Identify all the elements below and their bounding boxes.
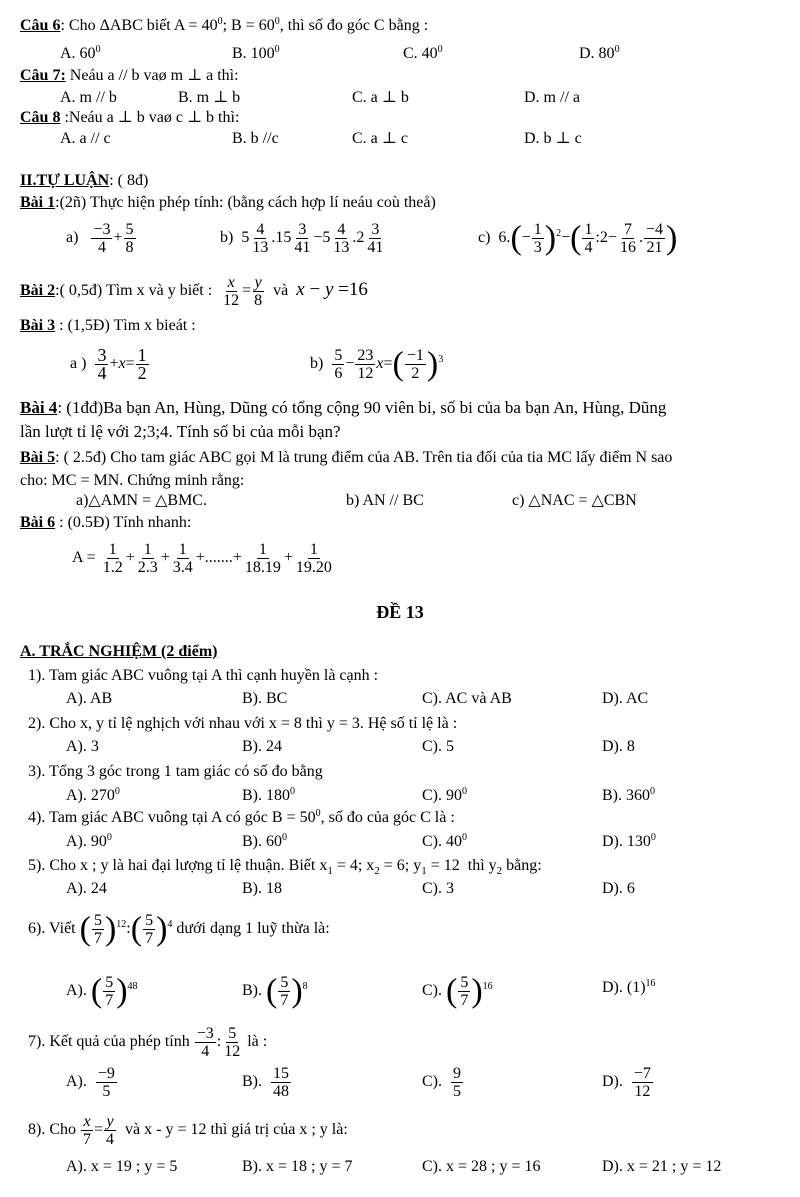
mc4-opt-b: B). $60^0$ bbox=[242, 832, 287, 850]
q8-label: Câu 8 bbox=[20, 109, 61, 126]
q6-text: : Cho ΔABC biết A = 40 bbox=[60, 17, 218, 34]
mc4-opt-d: D). $130^0$ bbox=[602, 832, 656, 850]
bai5-c: c) △NAC = △CBN bbox=[512, 492, 637, 509]
mc8-opt-c: C). x = 28 ; y = 16 bbox=[422, 1158, 541, 1175]
mc2-opt-d: D). 8 bbox=[602, 738, 635, 755]
mc7-opt-d: D). $\frac{-7}{12}$ bbox=[602, 1064, 651, 1100]
bai5-line1: Bài 5: ( 2.5đ) Cho tam giác ABC gọi M là trung điểm của AB. Trên tia đối của tia MC lấy điểm N sao bbox=[20, 449, 673, 466]
q7-opt-a: A. m // b bbox=[60, 89, 117, 106]
q7-label: Câu 7: bbox=[20, 67, 66, 84]
bai2: Bài 2:( 0,5đ) Tìm x và y biết : $\frac{x}{12}$ = $\frac{y}{8}$ và x − y =16 bbox=[20, 273, 368, 309]
mc7-question: 7). Kết quả của phép tính $\frac{-3}{4}$ : $\frac{5}{12}$ là : bbox=[28, 1024, 268, 1060]
mc4-opt-c: C). $40^0$ bbox=[422, 832, 467, 850]
q6-opt-b: B. $100^0$ bbox=[232, 44, 280, 62]
section-essay-title: II.TỰ LUẬN: ( 8đ) bbox=[20, 172, 149, 189]
q6-text2: ; B = 60 bbox=[222, 17, 275, 34]
mc1-opt-d: D). AC bbox=[602, 690, 649, 707]
mc8-opt-a: A). x = 19 ; y = 5 bbox=[66, 1158, 178, 1175]
mc5-opt-a: A). 24 bbox=[66, 880, 107, 897]
q6-opt-d: D. $80^0$ bbox=[579, 44, 620, 62]
mc6-opt-c: C). ( $\frac{5}{7}$ )$^{16}$ bbox=[422, 972, 493, 1010]
mc8-question: 8). Cho $\frac{x}{7}$ = $\frac{y}{4}$ và x - y = 12 thì giá trị của x ; y là: bbox=[28, 1112, 348, 1148]
exam-title: ĐỀ 13 bbox=[376, 602, 424, 622]
mc2-opt-a: A). 3 bbox=[66, 738, 99, 755]
question-6: Câu 6: Cho ΔABC biết $A = 40^0$; $B = 60^0$, thì số đo góc C bằng : bbox=[20, 16, 429, 34]
mc5-opt-b: B). 18 bbox=[242, 880, 282, 897]
mc7-opt-a: A). $\frac{-9}{5}$ bbox=[66, 1064, 115, 1100]
mc2-question: 2). Cho x, y tỉ lệ nghịch với nhau với x = 8 thì y = 3. Hệ số tỉ lệ là : bbox=[28, 715, 458, 732]
mc2-opt-b: B). 24 bbox=[242, 738, 282, 755]
mc6-opt-a: A). ( $\frac{5}{7}$ )$^{48}$ bbox=[66, 972, 138, 1010]
mc3-opt-b: B). $180^0$ bbox=[242, 786, 295, 804]
q6-opt-c: C. $40^0$ bbox=[403, 44, 443, 62]
bai3-b-formula: b) $\frac{5}{6}$ − $\frac{23}{12}$ x=( $\frac{-1}{2}$ )$^3$ bbox=[310, 345, 444, 383]
bai6-heading: Bài 6 : (0.5Đ) Tính nhanh: bbox=[20, 514, 192, 531]
bai6-formula: A = $\frac{1}{1.2}$ + $\frac{1}{2.3}$ + $\frac{1}{3.4}$ +.......+ $\frac{1}{18.19}$ + $\frac{1}{19.20}$ bbox=[72, 540, 332, 576]
q7-opt-c: C. a ⊥ b bbox=[352, 89, 409, 106]
bai5-a: a)△AMN = △BMC. bbox=[76, 492, 207, 509]
mc3-opt-a: A). $270^0$ bbox=[66, 786, 120, 804]
section-mc-title: A. TRẮC NGHIỆM (2 điểm) bbox=[20, 643, 218, 660]
mc7-opt-c: C). $\frac{9}{5}$ bbox=[422, 1064, 461, 1100]
mc3-opt-d: B). $360^0$ bbox=[602, 786, 655, 804]
q8-opt-c: C. a ⊥ c bbox=[352, 130, 408, 147]
bai4-line2: lần lượt tỉ lệ với 2;3;4. Tính số bi của mỗi bạn? bbox=[20, 422, 341, 441]
mc2-opt-c: C). 5 bbox=[422, 738, 454, 755]
mc5-opt-d: D). 6 bbox=[602, 880, 635, 897]
mc6-opt-d: D). $(1)^{16}$ bbox=[602, 978, 656, 996]
bai4-line1: Bài 4: (1đđ)Ba bạn An, Hùng, Dũng có tổng cộng 90 viên bi, số bi của ba bạn An, Hùng, Dũng bbox=[20, 398, 667, 417]
q8-opt-a: A. a // c bbox=[60, 130, 111, 147]
mc5-opt-c: C). 3 bbox=[422, 880, 454, 897]
q8-opt-b: B. b //c bbox=[232, 130, 279, 147]
mc1-question: 1). Tam giác ABC vuông tại A thì cạnh huyền là cạnh : bbox=[28, 667, 379, 684]
mc4-opt-a: A). $90^0$ bbox=[66, 832, 112, 850]
question-8 bbox=[20, 108, 239, 128]
question-7 bbox=[20, 66, 239, 86]
q7-opt-b: B. m ⊥ b bbox=[178, 89, 241, 106]
mc3-opt-c: C). $90^0$ bbox=[422, 786, 467, 804]
mc5-question: 5). Cho x ; y là hai đại lượng tỉ lệ thuận. Biết $x_1 = 4$; $x_2 = 6$; $y_1 = 12$ thì $y_2$ bằng: bbox=[28, 857, 542, 878]
q6-opt-a: A. $60^0$ bbox=[60, 44, 101, 62]
bai5-line2: cho: MC = MN. Chứng minh rằng: bbox=[20, 472, 245, 489]
bai3-a-formula: a ) $\frac{3}{4}$ +x= $\frac{1}{2}$ bbox=[70, 344, 147, 383]
mc6-opt-b: B). ( $\frac{5}{7}$ )$^8$ bbox=[242, 972, 308, 1010]
q6-text3: , thì số đo góc C bằng : bbox=[279, 17, 429, 34]
bai5-b: b) AN // BC bbox=[346, 492, 424, 509]
bai1-heading: Bài 1:(2ñ) Thực hiện phép tính: (bằng cách hợp lí neáu coù theå) bbox=[20, 194, 436, 211]
mc1-opt-a: A). AB bbox=[66, 690, 113, 707]
bai1-b-formula: b) 5 $\frac{4}{13}$ .15 $\frac{3}{41}$ −5 $\frac{4}{13}$ .2 $\frac{3}{41}$ bbox=[220, 220, 384, 256]
mc8-opt-d: D). x = 21 ; y = 12 bbox=[602, 1158, 722, 1175]
bai1-c-formula: c) 6.(− $\frac{1}{3}$ )$^2$−( $\frac{1}{4}$ :2− $\frac{7}{16}$ . $\frac{-4}{21}$ ) bbox=[478, 219, 678, 257]
mc1-opt-b: B). BC bbox=[242, 690, 288, 707]
q7-opt-d: D. m // a bbox=[524, 89, 580, 106]
mc7-opt-b: B). $\frac{15}{48}$ bbox=[242, 1064, 289, 1100]
q8-opt-d: D. b ⊥ c bbox=[524, 130, 582, 147]
q7-text: Neáu a // b vaø m ⊥ a thì: bbox=[65, 67, 239, 84]
q8-text: :Neáu a ⊥ b vaø c ⊥ b thì: bbox=[60, 109, 240, 126]
bai3-heading: Bài 3 : (1,5Đ) Tìm x bieát : bbox=[20, 317, 196, 334]
q6-label: Câu 6 bbox=[20, 17, 61, 34]
mc1-opt-c: C). AC và AB bbox=[422, 690, 512, 707]
mc3-question: 3). Tổng 3 góc trong 1 tam giác có số đo bằng bbox=[28, 763, 323, 780]
mc8-opt-b: B). x = 18 ; y = 7 bbox=[242, 1158, 353, 1175]
mc6-question: 6). Viết ( $\frac{5}{7}$ )$^{12}$:( $\frac{5}{7}$ )$^4$ dưới dạng 1 luỹ thừa là: bbox=[28, 910, 330, 948]
bai1-a-formula: a) $\frac{-3}{4}$ + $\frac{5}{8}$ bbox=[66, 220, 134, 256]
mc4-question: 4). Tam giác ABC vuông tại A có góc $B = 50^0$, số đo của góc C là : bbox=[28, 808, 455, 826]
